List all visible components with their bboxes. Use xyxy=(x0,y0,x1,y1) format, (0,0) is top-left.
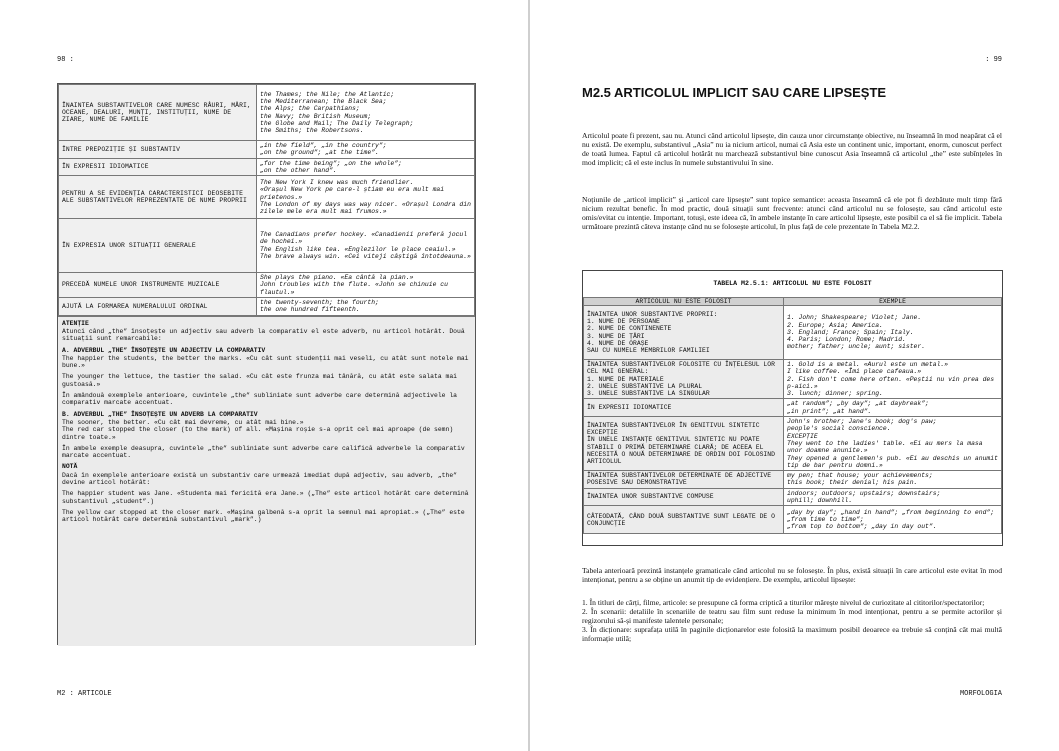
paragraph-3: Tabela anterioară prezintă instanțele gramaticale când articolul nu se folosește. În plus, există situații în care articolul este evitat în mod intenționat, pentru a se obține un anumit tip de evidențiere. De exemplu, articolul lipsește: xyxy=(582,566,1002,584)
row-examples xyxy=(257,298,475,316)
example-line: „in the field”, „in the country”; xyxy=(260,142,387,149)
row-label xyxy=(584,471,784,489)
column-header-left: ARTICOLUL NU ESTE FOLOSIT xyxy=(584,298,784,306)
table-caption: TABELA M2.5.1: ARTICOLUL NU ESTE FOLOSIT xyxy=(713,280,872,287)
label-line: 1. NUME DE MATERIALE xyxy=(587,375,664,383)
row-examples xyxy=(784,488,1002,506)
row-label: PENTRU A SE EVIDENȚIA CARACTERISTICI DEOSEBITE ALE SUBSTANTIVELOR REPREZENTATE DE NUME PROPRII xyxy=(59,176,257,219)
footer-right: MORFOLOGIA xyxy=(959,690,1002,698)
example-line: the Mediterranean; the Black Sea; xyxy=(260,97,387,105)
example-line: They went to the ladies' table. «Ei au mers la masa unor doamne anunite.» xyxy=(787,439,983,455)
example-line: „at random”; „by day”; „at daybreak”; xyxy=(787,400,929,408)
example-line: „day by day”; „hand in hand”; „from beginning to end”; „from time to time”; xyxy=(787,508,995,524)
example-line: The English like tea. «Englezilor le place ceaiul.» xyxy=(260,245,456,253)
nota-example-2: The yellow car stopped at the closer mark. «Mașina galbenă s-a oprit la semnul mai apropiat.» („The” este articol hotărât care determină substantivul „mark”.) xyxy=(62,508,465,524)
footer-left: M2 : ARTICOLE xyxy=(57,690,112,698)
label-line: 2. UNELE SUBSTANTIVE LA PLURAL xyxy=(587,382,703,390)
label-line: 3. UNELE SUBSTANTIVE LA SINGULAR xyxy=(587,390,710,398)
section-b-title: B. ADVERBUL „THE” ÎNSOȚEȘTE UN ADVERB LA COMPARATIV xyxy=(62,410,258,418)
usage-table xyxy=(57,83,476,645)
example-line: The New York I knew was much friendlier. xyxy=(260,178,414,186)
example-line: „from top to bottom”; „day in day out”. xyxy=(787,523,937,531)
example-line: „for the time being”; „on the whole”; xyxy=(260,159,402,167)
example-line: 1. John; Shakespeare; Violet; Jane. xyxy=(787,314,922,322)
table-row xyxy=(59,85,475,141)
a-example-1: The happier the students, the better the marks. «Cu cât sunt studenții mai veseli, cu atât sunt notele mai bune.» xyxy=(62,354,469,370)
example-line: EXCEPȚIE xyxy=(787,432,818,440)
example-line: uphill; downhill. xyxy=(787,497,853,505)
b-comment: În ambele exemple deasupra, cuvintele „the” subliniate sunt adverbe care califică adverbele la comparativ marcate accentuat. xyxy=(62,444,465,460)
table-row xyxy=(59,273,475,298)
example-line: the Smiths; the Robertsons. xyxy=(260,127,364,135)
row-label xyxy=(584,488,784,506)
row-label: ÎN EXPRESIA UNOR SITUAȚII GENERALE xyxy=(59,219,257,273)
note-heading: ATENȚIE xyxy=(62,319,89,327)
list-item: 3. În dicționare: suprafața utilă în paginile dicționarelor este folosită la maximum posibil deoarece ea trebuie să conțină cât mai multă informație utilă; xyxy=(582,625,1002,643)
row-examples xyxy=(784,471,1002,489)
example-line: the Thames; the Nile; the Atlantic; xyxy=(260,90,395,98)
row-label: PRECEDĂ NUMELE UNOR INSTRUMENTE MUZICALE xyxy=(59,273,257,298)
row-examples xyxy=(257,273,475,298)
row-label xyxy=(584,417,784,471)
example-line: the twenty-seventh; the fourth; xyxy=(260,299,379,307)
page-number-left: 98 : xyxy=(57,56,74,64)
example-line: She plays the piano. «Ea cântă la pian.» xyxy=(260,274,414,282)
example-line: the Alps; the Carpathians; xyxy=(260,105,360,113)
table-row xyxy=(59,219,475,273)
example-line: John troubles with the flute. «John se chinuie cu flautul.» xyxy=(260,281,448,296)
list-item: 2. În scenarii: detaliile în scenariile de teatru sau film sunt reduse la minimum în mod intenționat, pentru a se permite actorilor și regizorului să-și manifeste talentele personale; xyxy=(582,607,1002,625)
row-label: ÎNAINTEA SUBSTANTIVELOR CARE NUMESC RÂURI, MĂRI, OCEANE, DEALURI, MUNȚI, INSTITUȚII, NUME DE ZIARE, NUME DE FAMILIE xyxy=(59,85,257,141)
example-line: the Navy; the British Museum; xyxy=(260,112,372,120)
label-line: 1. NUME DE PERSOANE xyxy=(587,317,660,325)
table-row xyxy=(584,399,1002,417)
table-row xyxy=(59,158,475,176)
example-line: The London of my days was way nicer. «Orașul Londra din zilele mele era mult mai frumos.» xyxy=(260,200,471,216)
row-label xyxy=(584,506,784,534)
row-examples xyxy=(257,141,475,159)
label-line: ÎNAINTEA UNOR SUBSTANTIVE COMPUSE xyxy=(587,493,714,501)
example-line: the Globe and Mail; The Daily Telegraph; xyxy=(260,119,414,127)
example-line: John's brother; Jane's book; dog's paw; xyxy=(787,418,937,426)
label-line: ÎN UNELE INSTANȚE GENITIVUL SINTETIC NU POATE STABILI O PRIMĂ DETERMINARE CLARĂ; DE ACEEA EL NECESITĂ O NOUĂ DETERMINARE DE ORDIN DOI FOLOSIND ARTICOLUL xyxy=(587,436,775,466)
right-page xyxy=(530,0,1059,751)
row-examples xyxy=(257,158,475,176)
example-line: indoors; outdoors; upstairs; downstairs; xyxy=(787,489,941,497)
example-line: 3. lunch; dinner; spring. xyxy=(787,390,883,398)
label-line: 3. NUME DE ȚĂRI xyxy=(587,332,645,340)
row-label xyxy=(584,399,784,417)
row-label xyxy=(584,306,784,360)
nota-example-1: The happier student was Jane. «Studenta mai fericită era Jane.» („The” este articol hotărât care determină substantivul „student”.) xyxy=(62,490,469,505)
nota-heading: NOTĂ xyxy=(62,463,78,471)
example-line: 4. Paris; London; Rome; Madrid. xyxy=(787,336,906,344)
row-examples xyxy=(784,360,1002,399)
section-a-title: A. ADVERBUL „THE” ÎNSOȚEȘTE UN ADJECTIV LA COMPARATIV xyxy=(62,346,266,354)
paragraph-2: Noțiunile de „articol implicit” și „articol care lipsește” sunt topice semantice: aceasta înseamnă că ele pot fi dezbătute mult timp fără nicium rezultat benefic. În mod practic, două situații sunt frecvente: atunci când articolul nu se folosește, sau când articolul este omis/evitat cu intenție. Important, totuși, este ideea că, în ambele instanțe în care articolul lipsește, este posibil ca el să fie implicit. Tabela următoare prezintă câteva instanțe când nu se folosește articolul, în plus față de cele prezentate în Tabela M2.2. xyxy=(582,195,1002,231)
omission-list xyxy=(582,598,1002,643)
article-omitted-table xyxy=(582,270,1003,546)
example-line: „on the ground”; „at the time”. xyxy=(260,149,379,157)
example-line: 1. Gold is a metal. «Aurul este un metal.» xyxy=(787,361,949,368)
example-line: the one hundred fifteenth. xyxy=(260,306,360,314)
row-examples xyxy=(257,85,475,141)
page-number-right: : 99 xyxy=(985,56,1002,64)
example-line: The brave always win. «Cei viteji câștigă întotdeauna.» xyxy=(260,252,471,260)
list-item: 1. În titluri de cărți, filme, articole: se presupune că forma criptică a titurilor mărește nivelul de curiozitate al cititorilor/spectatorilor; xyxy=(582,598,985,607)
row-label: ÎN EXPRESII IDIOMATICE xyxy=(59,158,257,176)
label-line: ÎNAINTEA SUBSTANTIVELOR FOLOSITE CU ÎNȚELESUL LOR CEL MAI GENERAL: xyxy=(587,361,775,376)
example-line: «Orașul New York pe care-l știam eu era mult mai prietenos.» xyxy=(260,186,445,201)
a-comment: În amândouă exemplele anterioare, cuvintele „the” subliniate sunt adverbe care determină adjectivele la comparativ marcate accentuat. xyxy=(62,392,458,407)
row-label: ÎNTRE PREPOZIȚIE ȘI SUBSTANTIV xyxy=(59,141,257,159)
label-line: ÎN EXPRESII IDIOMATICE xyxy=(587,404,672,412)
table-row xyxy=(59,141,475,159)
column-header-right: EXEMPLE xyxy=(784,298,1002,306)
table-row xyxy=(584,488,1002,506)
row-examples xyxy=(784,506,1002,534)
row-label xyxy=(584,360,784,399)
example-line: 2. Fish don't come here often. «Peștii nu vin prea des p-aici.» xyxy=(787,375,995,390)
row-examples xyxy=(257,176,475,219)
row-examples xyxy=(784,399,1002,417)
example-line: 3. England; France; Spain; Italy. xyxy=(787,328,914,336)
example-line: this book; their denial; his pain. xyxy=(787,479,918,487)
table-row xyxy=(584,417,1002,471)
label-line: ÎNAINTEA SUBSTANTIVELOR ÎN GENITIVUL SINTETIC xyxy=(587,421,760,429)
example-line: mother; father; uncle; aunt; sister. xyxy=(787,343,926,351)
example-line: 2. Europe; Asia; America. xyxy=(787,321,883,329)
b-example-1: The sooner, the better. «Cu cât mai devreme, cu atât mai bine.» xyxy=(62,418,304,426)
table-row xyxy=(584,471,1002,489)
example-line: „on the other hand”. xyxy=(260,166,337,174)
label-line: CÂTEODATĂ, CÂND DOUĂ SUBSTANTIVE SUNT LEGATE DE O CONJUNCȚIE xyxy=(587,512,775,527)
note-intro: Atunci când „the” însoțește un adjectiv sau adverb la comparativ el este adverb, nu articol hotărât. Două situații sunt remarcabile: xyxy=(62,327,465,343)
paragraph-1: Articolul poate fi prezent, sau nu. Atunci când articolul lipsește, din cauza unor circumstanțe obiective, nu înseamnă în mod neapărat că el nu există. De exemplu, substantivul „Asia” nu ia nicium articol, numai că Asia este un continent unic, important, enorm, cunoscut perfect de toată lumea. Faptul că articolul hotărât nu marchează substantivul bine cunoscut Asia înseamnă că articolul „the” este subînțeles în mod implicit; că el este inclus în numele substantivului în sine. xyxy=(582,131,1002,167)
table-row xyxy=(584,506,1002,534)
table-row xyxy=(59,298,475,316)
label-line: 4. NUME DE ORAȘE xyxy=(587,339,649,347)
a-example-2: The younger the lettuce, the tastier the salad. «Cu cât este frunza mai tânără, cu atât este salata mai gustoasă.» xyxy=(62,373,458,388)
example-line: The Canadians prefer hockey. «Canadienii preferă jocul de hochei.» xyxy=(260,231,468,246)
b-example-2: The red car stopped the closer (to the mark) of all. «Mașina roșie s-a oprit cel mai aproape (de semn) dintre toate.» xyxy=(62,426,454,441)
row-examples xyxy=(784,417,1002,471)
table-row xyxy=(584,306,1002,360)
example-line: „in print”; „at hand”. xyxy=(787,407,872,415)
row-label: AJUTĂ LA FORMAREA NUMERALULUI ORDINAL xyxy=(59,298,257,316)
example-line: They opened a gentlemen's pub. «Ei au deschis un anumit tip de bar pentru domni.» xyxy=(787,454,998,469)
label-line: EXCEPȚIE xyxy=(587,429,618,437)
label-line: SAU CU NUMELE MEMBRILOR FAMILIEI xyxy=(587,347,710,355)
example-line: people's social conscience. xyxy=(787,425,891,433)
row-examples xyxy=(784,306,1002,360)
note-box xyxy=(58,316,475,646)
example-line: my pen; that house; your achievements; xyxy=(787,472,933,480)
label-line: 2. NUME DE CONTINENETE xyxy=(587,325,672,333)
section-title: M2.5 ARTICOLUL IMPLICIT SAU CARE LIPSEȘTE xyxy=(582,85,887,100)
table-row xyxy=(584,360,1002,399)
label-line: ÎNAINTEA SUBSTANTIVELOR DETERMINATE DE ADJECTIVE POSESIVE SAU DEMONSTRATIVE xyxy=(587,472,772,487)
left-page xyxy=(0,0,528,751)
row-examples xyxy=(257,219,475,273)
example-line: I like coffee. «Îmi place cafeaua.» xyxy=(787,368,922,376)
nota-text: Dacă în exemplele anterioare există un substantiv care urmează imediat după adjectiv, sau adverb, „the” devine articol hotărât: xyxy=(62,471,458,487)
table-row xyxy=(59,176,475,219)
label-line: ÎNAINTEA UNOR SUBSTANTIVE PROPRII: xyxy=(587,310,718,318)
